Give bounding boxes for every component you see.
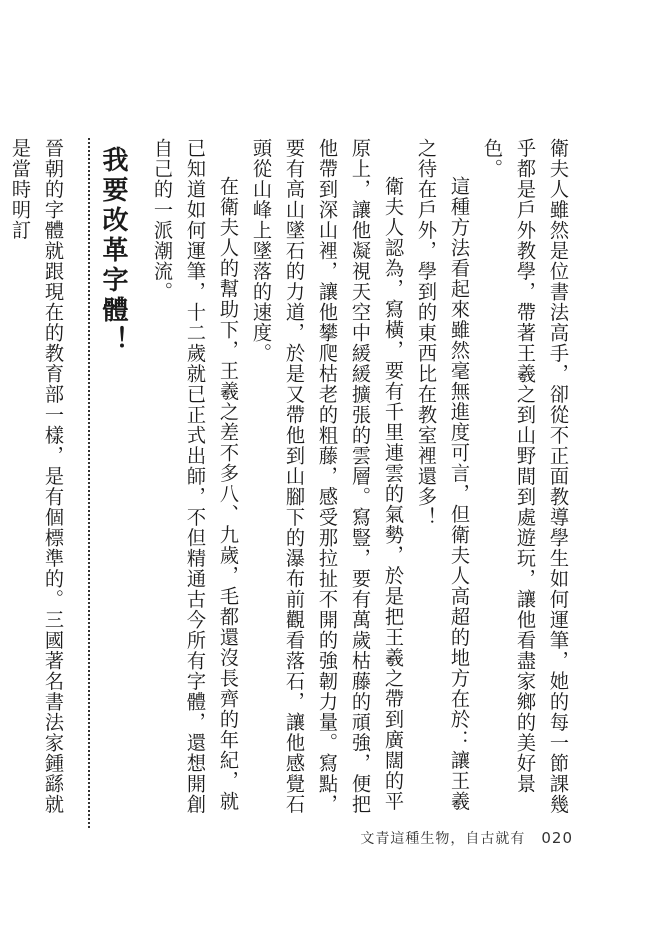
paragraph-4: 在衛夫人的幫助下，王羲之差不多八、九歲，毛都還沒長齊的年紀，就已知道如何運筆，十二歲就已正式出師，不但精通古今所有字體，還想開創自己的一派潮流。 bbox=[151, 138, 240, 815]
paragraph-1: 衛夫人雖然是位書法高手，卻從不正面教導學生如何運筆，她的每一節課幾乎都是戶外教學，帶著王羲之到山野間到處遊玩，讓他看盡家鄉的美好景色。 bbox=[481, 138, 570, 815]
vertical-text-body bbox=[4, 138, 575, 828]
running-book-title: 文青這種生物，自古就有 bbox=[360, 831, 526, 847]
paragraph-5: 晉朝的字體就跟現在的教育部一樣，是有個標準的。三國著名書法家鍾繇就是當時明訂 bbox=[9, 138, 65, 815]
paragraph-3: 衛夫人認為，寫橫，要有千里連雲的氣勢，於是把王羲之帶到廣闊的平原上，讓他凝視天空中緩緩擴張的雲層。寫豎，要有萬歲枯藤的頑強，便把他帶到深山裡，讓他攀爬枯老的粗藤，感受那拉扯不開的強韌力量。寫點，要有高山墜石的力道，於是又帶他到山腳下的瀑布前觀看落石，讓他感覺石頭從山峰上墜落的速度。 bbox=[250, 138, 405, 815]
section-heading: 我要改革字體！ bbox=[88, 138, 130, 828]
paragraph-2: 這種方法看起來雖然毫無進度可言，但衛夫人高超的地方在於：讓王羲之待在戶外，學到的東西比在教室裡還多！ bbox=[415, 138, 471, 812]
page-number: 020 bbox=[541, 829, 573, 847]
page-footer bbox=[360, 828, 573, 848]
